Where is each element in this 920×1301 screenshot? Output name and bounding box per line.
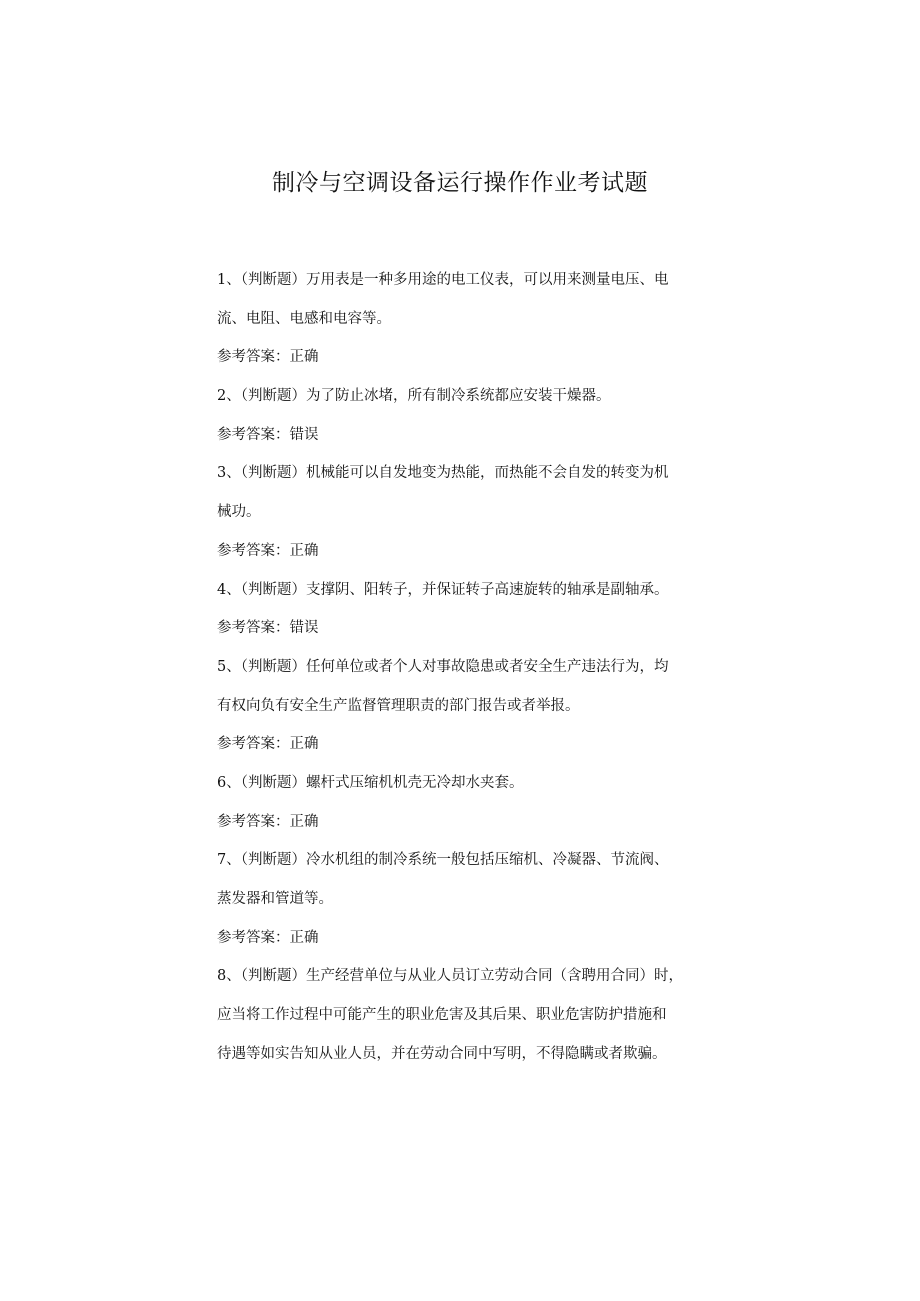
question-1-line-1: 1、（判断题）万用表是一种多用途的电工仪表，可以用来测量电压、电 <box>217 272 669 288</box>
question-8-line-2: 应当将工作过程中可能产生的职业危害及其后果、职业危害防护措施和 <box>217 1007 667 1024</box>
question-3-line-1: 3、（判断题）机械能可以自发地变为热能，而热能不会自发的转变为机 <box>217 465 669 482</box>
answer-7: 参考答案：正确 <box>217 929 319 946</box>
question-4-line-1: 4、（判断题）支撑阴、阳转子，并保证转子高速旋转的轴承是副轴承。 <box>217 581 669 598</box>
answer-2: 参考答案：错误 <box>217 426 319 443</box>
question-7-line-1: 7、（判断题）冷水机组的制冷系统一般包括压缩机、冷凝器、节流阀、 <box>217 852 669 869</box>
question-7-line-2: 蒸发器和管道等。 <box>217 891 333 907</box>
question-3-line-2: 械功。 <box>217 504 261 521</box>
answer-6: 参考答案：正确 <box>217 813 319 830</box>
question-5-line-1: 5、（判断题）任何单位或者个人对事故隐患或者安全生产违法行为，均 <box>217 658 669 675</box>
question-8-line-1: 8、（判断题）生产经营单位与从业人员订立劳动合同（含聘用合同）时， <box>217 968 683 985</box>
question-6-line-1: 6、（判断题）螺杆式压缩机机壳无冷却水夹套。 <box>217 774 524 791</box>
question-list <box>217 261 717 1073</box>
question-5-line-2: 有权向负有安全生产监督管理职责的部门报告或者举报。 <box>217 697 580 714</box>
answer-3: 参考答案：正确 <box>217 542 319 559</box>
document-title: 制冷与空调设备运行操作作业考试题 <box>272 170 648 196</box>
question-2-line-1: 2、（判断题）为了防止冰堵，所有制冷系统都应安装干燥器。 <box>217 388 611 405</box>
question-1-line-2: 流、电阻、电感和电容等。 <box>217 310 391 327</box>
answer-4: 参考答案：错误 <box>217 620 319 637</box>
question-8-line-3: 待遇等如实告知从业人员，并在劳动合同中写明，不得隐瞒或者欺骗。 <box>217 1045 667 1062</box>
answer-5: 参考答案：正确 <box>217 736 319 753</box>
answer-1: 参考答案：正确 <box>217 349 319 366</box>
